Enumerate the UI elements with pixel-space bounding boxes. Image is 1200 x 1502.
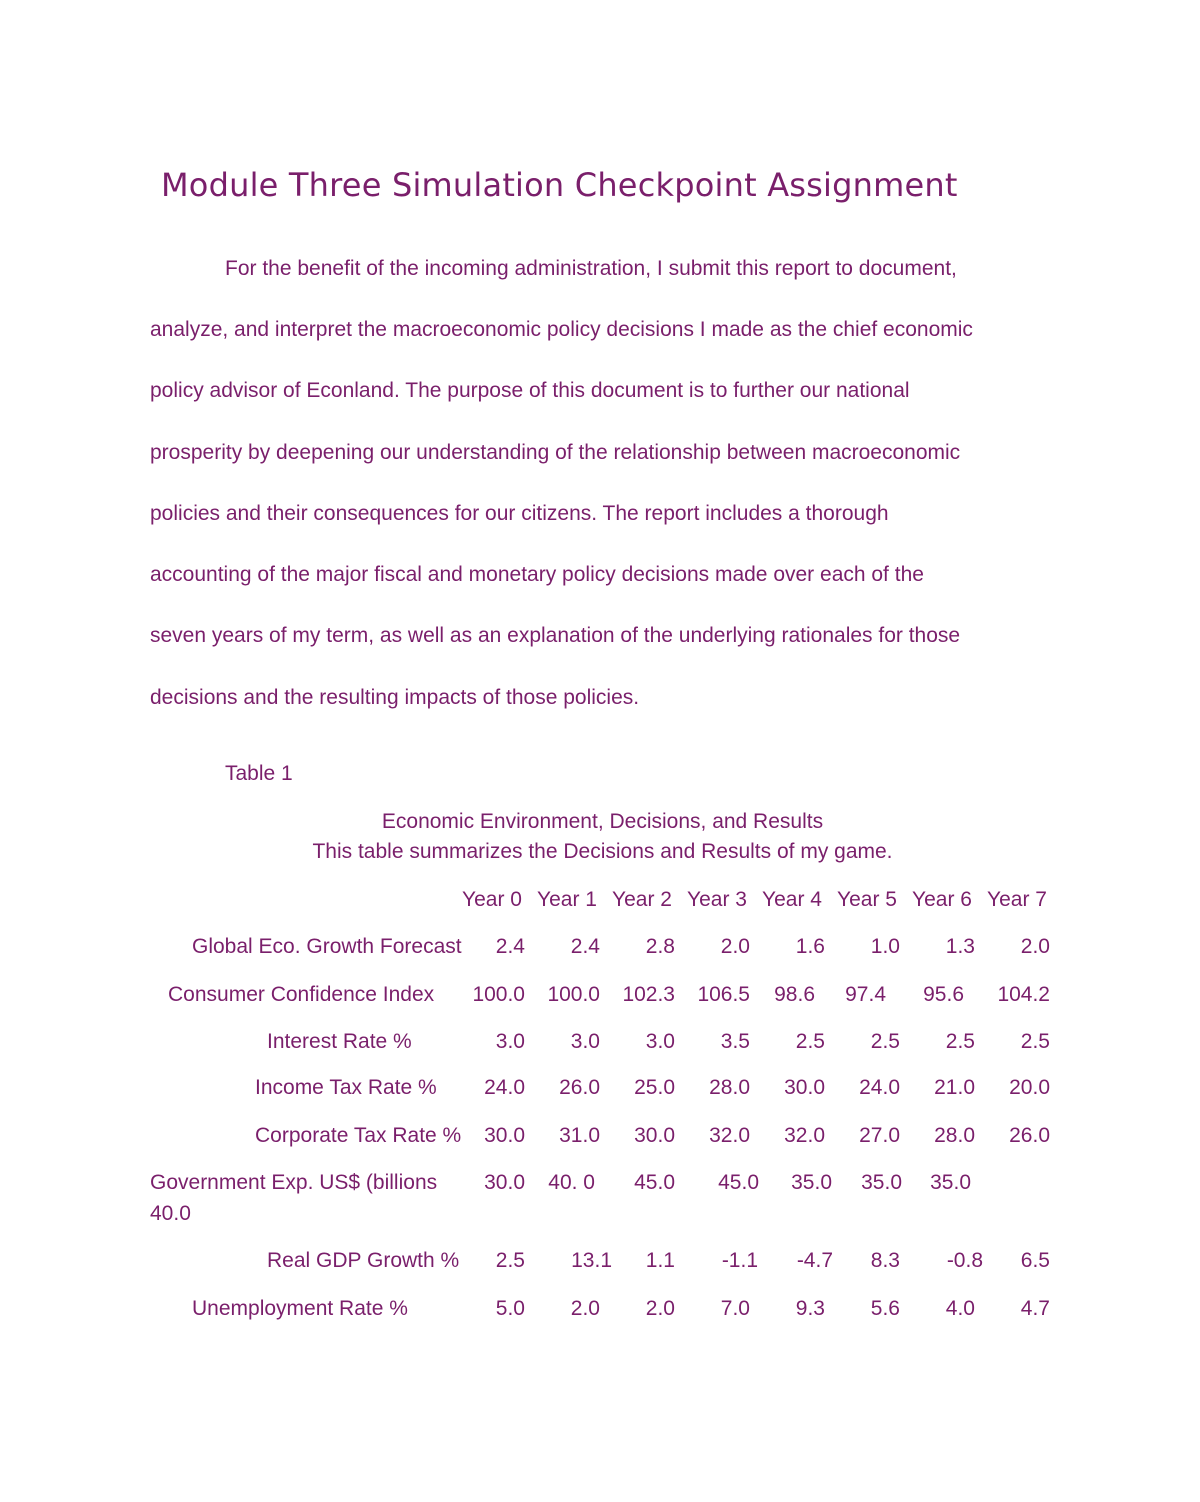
column-header: Year 2 xyxy=(612,888,672,911)
table-cell: 28.0 xyxy=(709,1076,750,1099)
table-cell: 30.0 xyxy=(484,1171,525,1194)
row-label: Unemployment Rate % xyxy=(192,1297,408,1320)
column-header: Year 5 xyxy=(837,888,897,911)
row-label: Interest Rate % xyxy=(267,1030,412,1053)
table-row xyxy=(0,1171,1200,1201)
table-cell: 8.3 xyxy=(870,1249,900,1272)
table-cell: 3.0 xyxy=(645,1030,675,1053)
table-cell: 45.0 xyxy=(718,1171,759,1194)
table-cell: 1.3 xyxy=(945,935,975,958)
table-cell: 1.6 xyxy=(795,935,825,958)
table-row xyxy=(0,1297,1200,1327)
table-cell: 13.1 xyxy=(571,1249,612,1272)
table-cell: 40.0 xyxy=(150,1202,191,1225)
table-label: Table 1 xyxy=(225,762,293,785)
table-cell: 2.0 xyxy=(720,935,750,958)
paragraph-line: policy advisor of Econland. The purpose of this document is to further our national xyxy=(150,379,910,402)
table-cell: 100.0 xyxy=(472,983,525,1006)
table-cell: 2.5 xyxy=(870,1030,900,1053)
column-header: Year 4 xyxy=(762,888,822,911)
table-cell: 26.0 xyxy=(1009,1124,1050,1147)
table-cell: -1.1 xyxy=(721,1249,758,1272)
table-row xyxy=(0,1249,1200,1279)
paragraph-line: policies and their consequences for our citizens. The report includes a thorough xyxy=(150,502,889,525)
table-header-row xyxy=(0,888,1200,918)
table-cell: 4.7 xyxy=(1020,1297,1050,1320)
table-cell: 1.1 xyxy=(645,1249,675,1272)
table-cell: 2.0 xyxy=(570,1297,600,1320)
row-label: Government Exp. US$ (billions xyxy=(150,1171,438,1194)
row-label: Global Eco. Growth Forecast xyxy=(192,935,462,958)
table-cell: 7.0 xyxy=(720,1297,750,1320)
paragraph-line: seven years of my term, as well as an explanation of the underlying rationales for those xyxy=(150,624,961,647)
table-cell: 106.5 xyxy=(697,983,750,1006)
paragraph-line: For the benefit of the incoming administration, I submit this report to document, xyxy=(225,257,957,280)
table-cell: 20.0 xyxy=(1009,1076,1050,1099)
table-cell: 24.0 xyxy=(484,1076,525,1099)
table-cell: 1.0 xyxy=(870,935,900,958)
table-cell: 35.0 xyxy=(861,1171,902,1194)
table-cell: 35.0 xyxy=(791,1171,832,1194)
paragraph-line: decisions and the resulting impacts of those policies. xyxy=(150,686,640,709)
table-cell: 6.5 xyxy=(1020,1249,1050,1272)
column-header: Year 1 xyxy=(537,888,597,911)
table-cell: 2.5 xyxy=(495,1249,525,1272)
table-cell: 27.0 xyxy=(859,1124,900,1147)
column-header: Year 0 xyxy=(462,888,522,911)
table-cell: 3.5 xyxy=(720,1030,750,1053)
table-cell: 2.0 xyxy=(1020,935,1050,958)
table-cell: 102.3 xyxy=(622,983,675,1006)
column-header: Year 7 xyxy=(987,888,1047,911)
table-cell: 25.0 xyxy=(634,1076,675,1099)
table-cell: 30.0 xyxy=(484,1124,525,1147)
table-row xyxy=(0,983,1200,1013)
table-row xyxy=(0,1030,1200,1060)
table-cell: 95.6 xyxy=(923,983,964,1006)
table-cell: 3.0 xyxy=(495,1030,525,1053)
table-cell: 28.0 xyxy=(934,1124,975,1147)
table-cell: 21.0 xyxy=(934,1076,975,1099)
table-cell: 2.8 xyxy=(645,935,675,958)
table-cell: 32.0 xyxy=(709,1124,750,1147)
column-header: Year 3 xyxy=(687,888,747,911)
table-cell: 32.0 xyxy=(784,1124,825,1147)
table-cell: 45.0 xyxy=(634,1171,675,1194)
table-cell: 97.4 xyxy=(845,983,886,1006)
table-cell: 31.0 xyxy=(559,1124,600,1147)
table-cell: 30.0 xyxy=(784,1076,825,1099)
column-header: Year 6 xyxy=(912,888,972,911)
table-row xyxy=(0,935,1200,965)
table-cell: 3.0 xyxy=(570,1030,600,1053)
table-cell: 2.5 xyxy=(795,1030,825,1053)
table-cell: 5.6 xyxy=(870,1297,900,1320)
table-row xyxy=(0,1124,1200,1154)
paragraph-line: accounting of the major fiscal and monetary policy decisions made over each of the xyxy=(150,563,924,586)
table-cell: 98.6 xyxy=(774,983,815,1006)
table-cell: 104.2 xyxy=(997,983,1050,1006)
row-label: Consumer Confidence Index xyxy=(168,983,435,1006)
table-row-wrap xyxy=(0,1202,1200,1232)
table-subcaption: This table summarizes the Decisions and Results of my game. xyxy=(312,840,893,863)
table-cell: 100.0 xyxy=(547,983,600,1006)
table-cell: 35.0 xyxy=(930,1171,971,1194)
document-title: Module Three Simulation Checkpoint Assignment xyxy=(161,166,958,204)
table-cell: 2.4 xyxy=(570,935,600,958)
table-cell: 24.0 xyxy=(859,1076,900,1099)
table-cell: -0.8 xyxy=(946,1249,983,1272)
table-cell: -4.7 xyxy=(796,1249,833,1272)
table-cell: 4.0 xyxy=(945,1297,975,1320)
row-label: Corporate Tax Rate % xyxy=(255,1124,462,1147)
table-cell: 30.0 xyxy=(634,1124,675,1147)
paragraph-line: prosperity by deepening our understanding of the relationship between macroeconomic xyxy=(150,441,961,464)
row-label: Income Tax Rate % xyxy=(255,1076,437,1099)
table-cell: 5.0 xyxy=(495,1297,525,1320)
table-cell: 2.5 xyxy=(1020,1030,1050,1053)
paragraph-line: analyze, and interpret the macroeconomic policy decisions I made as the chief economic xyxy=(150,318,973,341)
table-cell: 9.3 xyxy=(795,1297,825,1320)
table-cell: 2.0 xyxy=(645,1297,675,1320)
table-caption: Economic Environment, Decisions, and Results xyxy=(381,810,824,833)
table-cell: 2.5 xyxy=(945,1030,975,1053)
row-label: Real GDP Growth % xyxy=(267,1249,460,1272)
table-row xyxy=(0,1076,1200,1106)
table-cell: 2.4 xyxy=(495,935,525,958)
table-cell: 40. 0 xyxy=(548,1171,595,1194)
table-cell: 26.0 xyxy=(559,1076,600,1099)
